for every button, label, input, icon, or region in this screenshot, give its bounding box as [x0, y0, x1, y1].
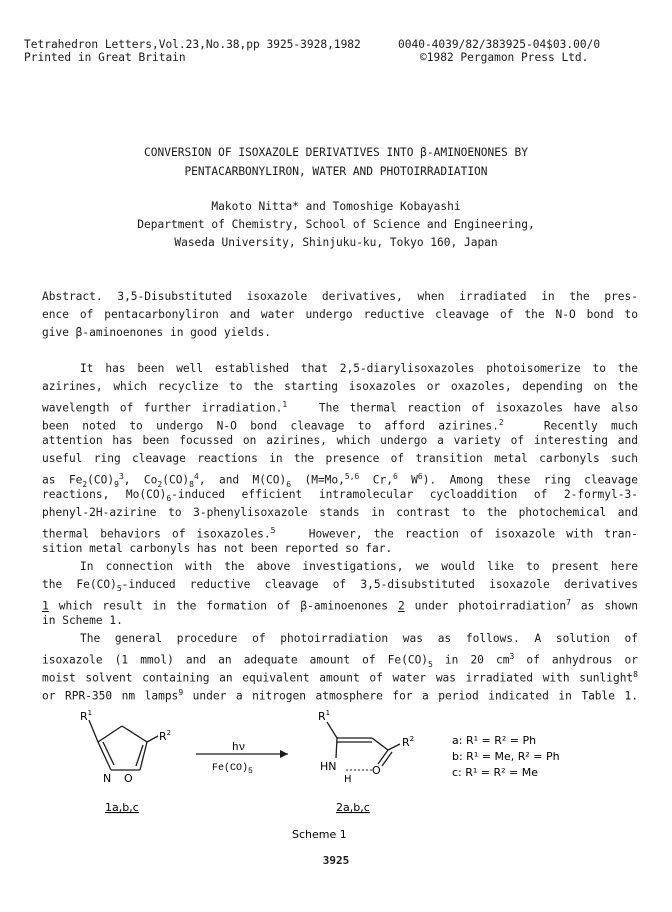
body-line: 1 which result in the formation of β-aminoenones 2 under photoirradiation$^7$ as shown: [42, 598, 638, 613]
r1-label-1: $R^1$: [80, 709, 93, 723]
isoxazole-structure: [89, 720, 158, 770]
body-line: moist solvent containing an equivalent amount of water was irradiated with sunlight$^8$: [42, 670, 638, 685]
copyright: ©1982 Pergamon Press Ltd.: [420, 51, 589, 64]
abstract-line-1: Abstract. 3,5-Disubstituted isoxazole derivatives, when irradiated in the pres-: [42, 290, 638, 303]
body-line: thermal behaviors of isoxazoles.$^5$ However, the reaction of isoxazole with tran-: [42, 526, 638, 541]
hn-atom: HN: [320, 760, 337, 773]
reagent-label: $Fe(CO)_5$: [212, 763, 253, 776]
author-names: Makoto Nitta* and Tomoshige Kobayashi: [211, 200, 461, 213]
body-line: azirines, which recyclize to the starting isoxazoles or oxazoles, depending on the: [42, 380, 638, 393]
body-line: in Scheme 1.: [42, 614, 123, 627]
title-line-2: PENTACARBONYLIRON, WATER AND PHOTOIRRADIATION: [184, 165, 488, 178]
substituent-b: b: R¹ = Me, R² = Ph: [452, 750, 560, 763]
scheme-caption: Scheme 1: [292, 828, 347, 841]
compound-2-label: 2a,b,c: [336, 801, 370, 814]
hv-label: hν: [232, 742, 246, 754]
aminoenone-structure: [327, 722, 400, 766]
substituent-c: c: R¹ = R² = Me: [452, 766, 539, 779]
body-line: In connection with the above investigations, we would like to present here: [80, 560, 638, 573]
body-line: or RPR-350 nm lamps$^9$ under a nitrogen atmosphere for a period indicated in Table 1.: [42, 688, 638, 703]
substituent-a: a: R¹ = R² = Ph: [452, 734, 537, 747]
body-line: The general procedure of photoirradiation was as follows. A solution of: [80, 632, 638, 645]
o-atom-2: O: [372, 764, 381, 777]
body-line: phenyl-2H-azirine to 3-phenylisoxazole stands in contrast to the photochemical and: [42, 506, 638, 519]
body-line: It has been well established that 2,5-diarylisoxazoles photoisomerize to the: [80, 362, 638, 375]
affiliation-1: Department of Chemistry, School of Science and Engineering,: [137, 218, 535, 231]
n-atom-1: N: [103, 772, 112, 785]
body-line: as $Fe_2(CO)_9^3$, $Co_2(CO)_8^4$, and $M(CO)_6$ (M=Mo,$^{5,6}$ Cr,$^6$ $W^6$). Among these ring cleavage: [42, 472, 638, 489]
body-line: the $Fe(CO)_5$-induced reductive cleavage of 3,5-disubstituted isoxazole derivatives: [42, 578, 639, 594]
journal-citation: Tetrahedron Letters,Vol.23,No.38,pp 3925-3928,1982: [24, 38, 361, 51]
body-line: useful ring cleavage reactions in the presence of transition metal carbonyls such: [42, 452, 638, 465]
arrow-head: [280, 750, 288, 758]
r2-label-2: $R^2$: [402, 735, 415, 749]
abstract-line-3: give β-aminoenones in good yields.: [42, 326, 272, 339]
body-line: sition metal carbonyls has not been reported so far.: [42, 542, 393, 555]
o-atom-1: O: [124, 772, 133, 785]
body-line: isoxazole (1 mmol) and an adequate amount of $Fe(CO)_5$ in 20 $cm^3$ of anhydrous or: [42, 652, 638, 669]
r2-label-1: $R^2$: [159, 729, 172, 743]
affiliation-2: Waseda University, Shinjuku-ku, Tokyo 160, Japan: [174, 236, 498, 249]
page-number: 3925: [322, 854, 350, 867]
body-line: attention has been focussed on azirines, which undergo a variety of interesting and: [42, 434, 638, 447]
body-line: been noted to undergo N-O bond cleavage to afford azirines.$^2$ Recently much: [42, 418, 638, 433]
printed-in: Printed in Great Britain: [24, 51, 186, 64]
compound-1-label: 1a,b,c: [105, 801, 139, 814]
r1-label-2: $R^1$: [318, 709, 331, 723]
issn-code: 0040-4039/82/383925-04$03.00/0: [398, 38, 601, 51]
abstract-line-2: ence of pentacarbonyliron and water undergo reductive cleavage of the N-O bond to: [42, 308, 638, 321]
body-line: wavelength of further irradiation.$^1$ The thermal reaction of isoxazoles have also: [42, 400, 638, 415]
title-line-1: CONVERSION OF ISOXAZOLE DERIVATIVES INTO β-AMINOENONES BY: [144, 146, 528, 159]
body-line: reactions, $Mo(CO)_6$-induced efficient intramolecular cycloaddition of 2-formyl-3-: [42, 488, 638, 504]
h-atom: H: [344, 774, 352, 785]
